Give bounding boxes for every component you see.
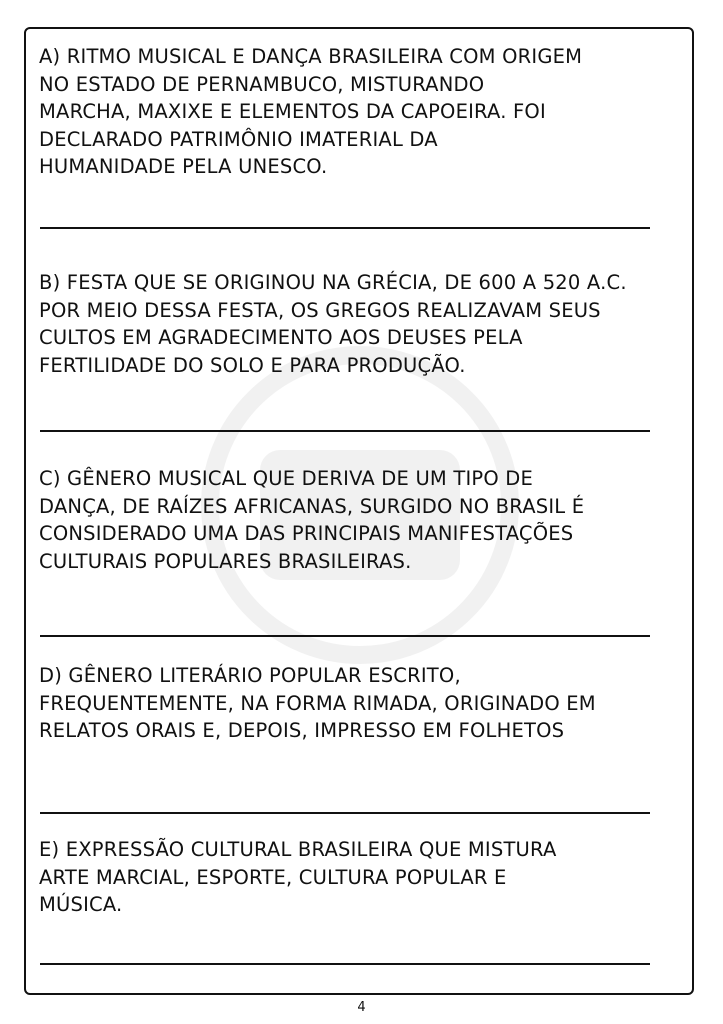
answer-line-e[interactable] xyxy=(40,963,650,965)
answer-line-a[interactable] xyxy=(40,227,650,229)
answer-line-b[interactable] xyxy=(40,430,650,432)
question-e: E) EXPRESSÃO CULTURAL BRASILEIRA QUE MISTURA ARTE MARCIAL, ESPORTE, CULTURA POPULAR E MÚSICA. xyxy=(39,838,557,916)
question-a: A) RITMO MUSICAL E DANÇA BRASILEIRA COM ORIGEM NO ESTADO DE PERNAMBUCO, MISTURANDO MARCHA, MAXIXE E ELEMENTOS DA CAPOEIRA. FOI DECLARADO PATRIMÔNIO IMATERIAL DA HUMANIDADE PELA UNESCO. xyxy=(39,45,583,178)
page-number: 4 xyxy=(357,1000,366,1015)
question-c: C) GÊNERO MUSICAL QUE DERIVA DE UM TIPO DE DANÇA, DE RAÍZES AFRICANAS, SURGIDO NO BRASIL É CONSIDERADO UMA DAS PRINCIPAIS MANIFESTAÇÕES CULTURAIS POPULARES BRASILEIRAS. xyxy=(39,467,585,573)
question-b: B) FESTA QUE SE ORIGINOU NA GRÉCIA, DE 600 A 520 A.C. POR MEIO DESSA FESTA, OS GREGOS REALIZAVAM SEUS CULTOS EM AGRADECIMENTO AOS DEUSES PELA FERTILIDADE DO SOLO E PARA PRODUÇÃO. xyxy=(39,271,627,377)
question-d: D) GÊNERO LITERÁRIO POPULAR ESCRITO, FREQUENTEMENTE, NA FORMA RIMADA, ORIGINADO EM RELATOS ORAIS E, DEPOIS, IMPRESSO EM FOLHETOS xyxy=(39,664,596,742)
answer-line-c[interactable] xyxy=(40,635,650,637)
answer-line-d[interactable] xyxy=(40,812,650,814)
